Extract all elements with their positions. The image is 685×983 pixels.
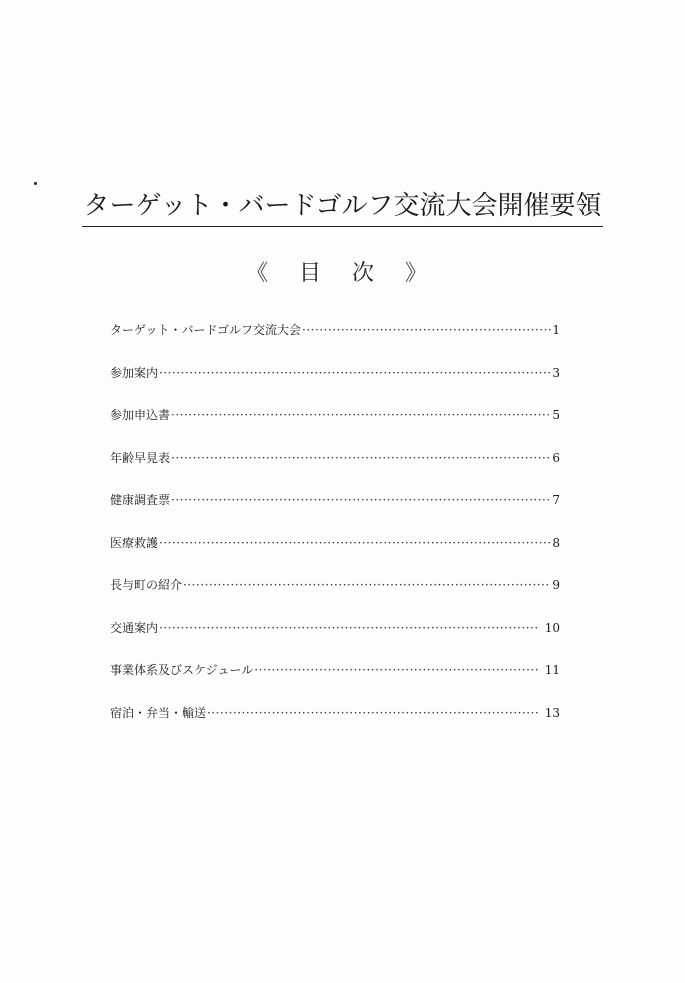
document-title-text: ターゲット・バードゴルフ交流大会開催要領 bbox=[82, 188, 604, 227]
toc-entry-label: 医療救護 bbox=[110, 535, 159, 550]
toc-entry-page: 9 bbox=[552, 578, 560, 592]
toc-entry-label: 宿泊・弁当・輸送 bbox=[110, 705, 207, 720]
toc-entry bbox=[110, 449, 560, 468]
toc-entry bbox=[110, 619, 560, 638]
toc-leader-dots bbox=[183, 578, 551, 592]
table-of-contents bbox=[110, 321, 560, 746]
toc-entry-label: 事業体系及びスケジュール bbox=[110, 663, 254, 677]
toc-leader-dots bbox=[159, 366, 551, 380]
toc-entry-page: 8 bbox=[552, 535, 560, 550]
toc-entry-page: 7 bbox=[552, 493, 560, 507]
toc-entry bbox=[110, 491, 560, 510]
toc-entry-page: 5 bbox=[552, 408, 560, 422]
toc-entry bbox=[110, 576, 560, 595]
toc-entry-page: 1 bbox=[552, 323, 560, 337]
toc-entry-page: 3 bbox=[552, 365, 560, 380]
toc-entry-page: 11 bbox=[544, 663, 560, 677]
toc-entry bbox=[110, 406, 560, 425]
toc-entry-label: 年齢早見表 bbox=[110, 450, 171, 465]
toc-entry-label: 参加案内 bbox=[110, 365, 159, 380]
toc-leader-dots bbox=[207, 706, 539, 720]
toc-entry bbox=[110, 321, 560, 340]
toc-entry-label: 交通案内 bbox=[110, 620, 159, 635]
toc-leader-dots bbox=[159, 536, 551, 550]
toc-entry-page: 10 bbox=[544, 620, 560, 635]
toc-entry-label: 健康調査票 bbox=[110, 493, 171, 507]
toc-entry bbox=[110, 364, 560, 383]
toc-leader-dots bbox=[171, 493, 551, 507]
toc-leader-dots bbox=[159, 621, 539, 635]
scan-speck bbox=[34, 182, 37, 185]
toc-entry bbox=[110, 534, 560, 553]
toc-entry bbox=[110, 661, 560, 680]
document-title bbox=[0, 188, 685, 227]
toc-leader-dots bbox=[171, 451, 551, 465]
toc-leader-dots bbox=[171, 408, 551, 422]
toc-leader-dots bbox=[302, 323, 551, 337]
toc-heading: 《 目 次 》 bbox=[246, 261, 439, 286]
toc-leader-dots bbox=[254, 663, 539, 677]
toc-entry-label: 長与町の紹介 bbox=[110, 578, 183, 592]
toc-entry-page: 13 bbox=[544, 705, 560, 720]
toc-entry bbox=[110, 704, 560, 723]
toc-entry-label: 参加申込書 bbox=[110, 408, 171, 422]
toc-entry-label: ターゲット・バードゴルフ交流大会 bbox=[110, 323, 302, 337]
toc-entry-page: 6 bbox=[552, 450, 560, 465]
